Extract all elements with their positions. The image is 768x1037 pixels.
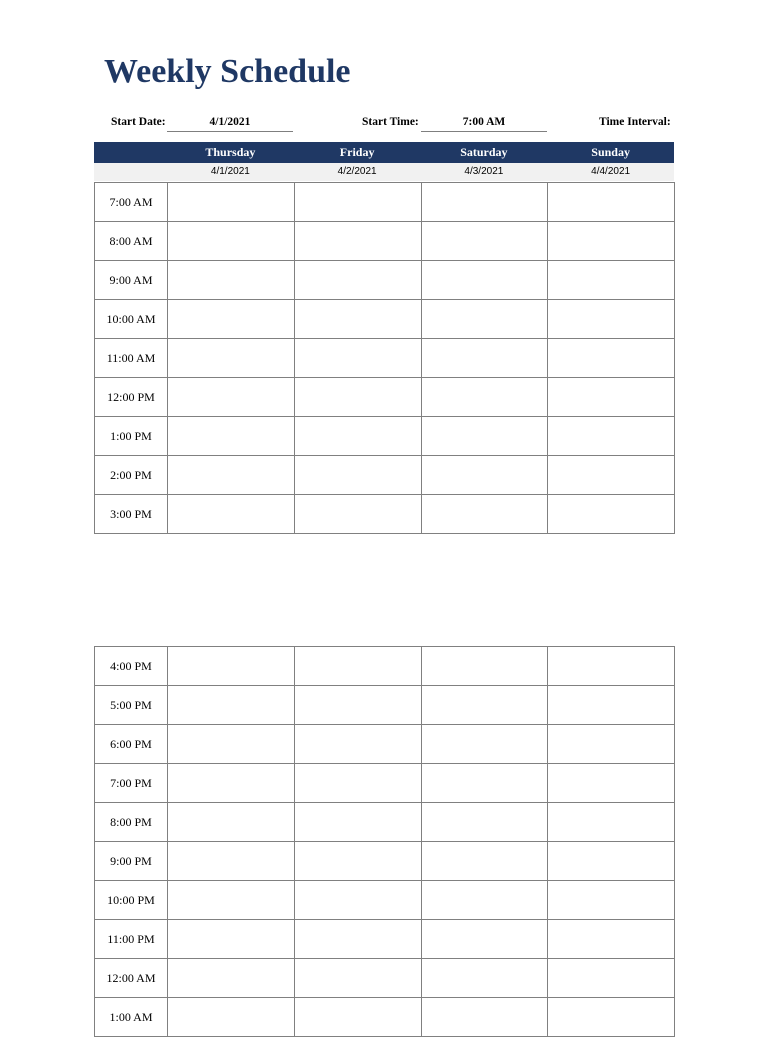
start-date-value[interactable]: 4/1/2021 — [167, 116, 293, 132]
time-label: 11:00 AM — [95, 339, 168, 378]
time-label: 9:00 PM — [95, 842, 168, 881]
schedule-cell[interactable] — [421, 881, 548, 920]
schedule-cell[interactable] — [548, 920, 675, 959]
schedule-cell[interactable] — [548, 495, 675, 534]
schedule-cell[interactable] — [421, 764, 548, 803]
schedule-cell[interactable] — [294, 803, 421, 842]
time-label: 3:00 PM — [95, 495, 168, 534]
schedule-cell[interactable] — [548, 764, 675, 803]
schedule-cell[interactable] — [421, 222, 548, 261]
schedule-cell[interactable] — [548, 300, 675, 339]
schedule-cell[interactable] — [168, 378, 295, 417]
schedule-cell[interactable] — [168, 959, 295, 998]
schedule-cell[interactable] — [294, 881, 421, 920]
schedule-row — [95, 183, 675, 222]
schedule-cell[interactable] — [421, 456, 548, 495]
schedule-cell[interactable] — [548, 998, 675, 1037]
time-label: 10:00 AM — [95, 300, 168, 339]
day-header: Sunday — [591, 145, 630, 159]
schedule-cell[interactable] — [168, 417, 295, 456]
schedule-cell[interactable] — [548, 725, 675, 764]
schedule-cell[interactable] — [421, 300, 548, 339]
time-label: 12:00 PM — [95, 378, 168, 417]
schedule-cell[interactable] — [421, 417, 548, 456]
time-label: 6:00 PM — [95, 725, 168, 764]
schedule-row — [95, 920, 675, 959]
schedule-cell[interactable] — [548, 803, 675, 842]
schedule-cell[interactable] — [548, 417, 675, 456]
start-time-label: Start Time: — [362, 116, 419, 128]
schedule-cell[interactable] — [548, 842, 675, 881]
schedule-cell[interactable] — [168, 686, 295, 725]
time-label: 2:00 PM — [95, 456, 168, 495]
schedule-cell[interactable] — [294, 842, 421, 881]
schedule-cell[interactable] — [548, 378, 675, 417]
time-label: 1:00 AM — [95, 998, 168, 1037]
day-header: Saturday — [460, 145, 508, 159]
time-label: 4:00 PM — [95, 647, 168, 686]
schedule-cell[interactable] — [548, 959, 675, 998]
schedule-cell[interactable] — [168, 881, 295, 920]
day-header: Thursday — [205, 145, 256, 159]
date-row — [94, 163, 674, 181]
schedule-cell[interactable] — [294, 647, 421, 686]
time-label: 7:00 PM — [95, 764, 168, 803]
day-header-row — [94, 142, 674, 163]
schedule-cell[interactable] — [421, 920, 548, 959]
day-header: Friday — [339, 145, 375, 159]
schedule-cell[interactable] — [294, 261, 421, 300]
day-date: 4/1/2021 — [210, 166, 250, 177]
schedule-row — [95, 378, 675, 417]
schedule-row — [95, 300, 675, 339]
schedule-cell[interactable] — [168, 339, 295, 378]
schedule-row — [95, 764, 675, 803]
schedule-cell[interactable] — [168, 998, 295, 1037]
day-date: 4/4/2021 — [591, 166, 631, 177]
time-label: 1:00 PM — [95, 417, 168, 456]
schedule-cell[interactable] — [168, 920, 295, 959]
time-label: 12:00 AM — [95, 959, 168, 998]
schedule-cell[interactable] — [421, 183, 548, 222]
schedule-cell[interactable] — [294, 456, 421, 495]
schedule-cell[interactable] — [548, 222, 675, 261]
schedule-cell[interactable] — [168, 222, 295, 261]
schedule-cell[interactable] — [421, 686, 548, 725]
schedule-cell[interactable] — [168, 764, 295, 803]
schedule-cell[interactable] — [421, 495, 548, 534]
schedule-cell[interactable] — [421, 842, 548, 881]
schedule-row — [95, 417, 675, 456]
schedule-cell[interactable] — [548, 647, 675, 686]
schedule-cell[interactable] — [421, 261, 548, 300]
schedule-cell[interactable] — [421, 959, 548, 998]
schedule-row — [95, 339, 675, 378]
schedule-cell[interactable] — [294, 300, 421, 339]
schedule-cell[interactable] — [168, 300, 295, 339]
schedule-cell[interactable] — [168, 725, 295, 764]
schedule-row — [95, 222, 675, 261]
schedule-cell[interactable] — [168, 456, 295, 495]
start-date-label: Start Date: — [111, 116, 166, 128]
schedule-cell[interactable] — [294, 417, 421, 456]
schedule-row — [95, 261, 675, 300]
schedule-cell[interactable] — [294, 920, 421, 959]
schedule-row — [95, 456, 675, 495]
day-date: 4/3/2021 — [464, 166, 504, 177]
schedule-cell[interactable] — [168, 183, 295, 222]
schedule-cell[interactable] — [294, 222, 421, 261]
schedule-row — [95, 803, 675, 842]
schedule-cell[interactable] — [294, 183, 421, 222]
schedule-cell[interactable] — [548, 456, 675, 495]
schedule-cell[interactable] — [168, 495, 295, 534]
schedule-row — [95, 881, 675, 920]
schedule-cell[interactable] — [294, 339, 421, 378]
time-label: 10:00 PM — [95, 881, 168, 920]
schedule-cell[interactable] — [421, 803, 548, 842]
schedule-cell[interactable] — [421, 725, 548, 764]
page-title: Weekly Schedule — [104, 53, 351, 90]
schedule-cell[interactable] — [294, 998, 421, 1037]
time-interval-label: Time Interval: — [599, 116, 671, 128]
start-time-value[interactable]: 7:00 AM — [421, 116, 547, 132]
schedule-cell[interactable] — [421, 378, 548, 417]
time-label: 9:00 AM — [95, 261, 168, 300]
time-label: 8:00 AM — [95, 222, 168, 261]
day-date: 4/2/2021 — [337, 166, 377, 177]
schedule-row — [95, 842, 675, 881]
schedule-cell[interactable] — [548, 183, 675, 222]
schedule-cell[interactable] — [548, 686, 675, 725]
time-label: 7:00 AM — [95, 183, 168, 222]
schedule-grid-bottom — [94, 646, 675, 1037]
schedule-cell[interactable] — [294, 378, 421, 417]
schedule-cell[interactable] — [168, 647, 295, 686]
schedule-cell[interactable] — [548, 261, 675, 300]
schedule-cell[interactable] — [548, 339, 675, 378]
schedule-row — [95, 998, 675, 1037]
schedule-cell[interactable] — [294, 686, 421, 725]
schedule-cell[interactable] — [294, 725, 421, 764]
schedule-row — [95, 647, 675, 686]
schedule-row — [95, 686, 675, 725]
schedule-row — [95, 959, 675, 998]
schedule-cell[interactable] — [421, 339, 548, 378]
schedule-cell[interactable] — [168, 803, 295, 842]
time-label: 11:00 PM — [95, 920, 168, 959]
schedule-cell[interactable] — [168, 261, 295, 300]
schedule-cell[interactable] — [294, 959, 421, 998]
schedule-grid-top — [94, 182, 675, 534]
schedule-cell[interactable] — [294, 764, 421, 803]
schedule-cell[interactable] — [421, 998, 548, 1037]
time-label: 5:00 PM — [95, 686, 168, 725]
schedule-cell[interactable] — [421, 647, 548, 686]
schedule-cell[interactable] — [168, 842, 295, 881]
schedule-row — [95, 725, 675, 764]
schedule-cell[interactable] — [294, 495, 421, 534]
schedule-row — [95, 495, 675, 534]
time-label: 8:00 PM — [95, 803, 168, 842]
schedule-cell[interactable] — [548, 881, 675, 920]
